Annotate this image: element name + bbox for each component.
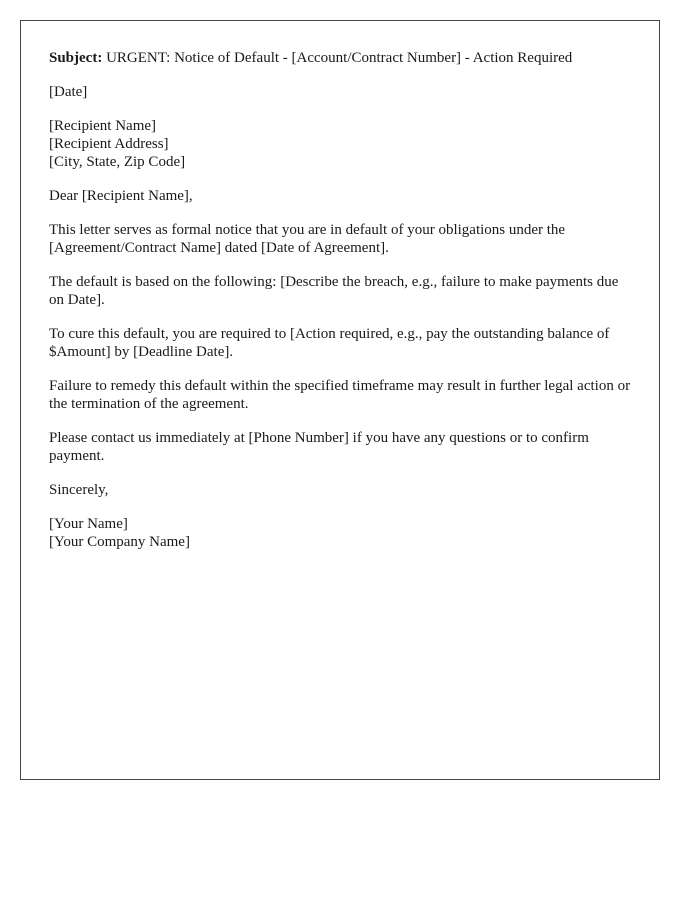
sender-block xyxy=(49,515,631,551)
body-paragraph-cure: To cure this default, you are required to [Action required, e.g., pay the outstanding balance of $Amount] by [Deadline Date]. xyxy=(49,326,610,360)
body-paragraph-breach: The default is based on the following: [Describe the breach, e.g., failure to make payments due on Date]. xyxy=(49,274,619,308)
subject-text: URGENT: Notice of Default - [Account/Contract Number] - Action Required xyxy=(102,50,573,66)
subject-line xyxy=(49,49,631,67)
closing: Sincerely, xyxy=(49,482,109,498)
sender-name: [Your Name] xyxy=(49,516,128,532)
recipient-block xyxy=(49,117,631,171)
sender-company: [Your Company Name] xyxy=(49,534,190,550)
subject-label: Subject: xyxy=(49,50,103,66)
body-paragraph-contact: Please contact us immediately at [Phone Number] if you have any questions or to confirm payment. xyxy=(49,430,589,464)
recipient-name: [Recipient Name] xyxy=(49,118,157,134)
letter-date: [Date] xyxy=(49,84,88,100)
body-paragraph-default-notice: This letter serves as formal notice that you are in default of your obligations under the [Agreement/Contract Name] dated [Date of Agreement]. xyxy=(49,222,566,256)
salutation: Dear [Recipient Name], xyxy=(49,188,193,204)
letter-container xyxy=(20,20,660,780)
recipient-city-state-zip: [City, State, Zip Code] xyxy=(49,154,186,170)
body-paragraph-consequence: Failure to remedy this default within the specified timeframe may result in further legal action or the termination of the agreement. xyxy=(49,378,631,412)
recipient-address: [Recipient Address] xyxy=(49,136,169,152)
